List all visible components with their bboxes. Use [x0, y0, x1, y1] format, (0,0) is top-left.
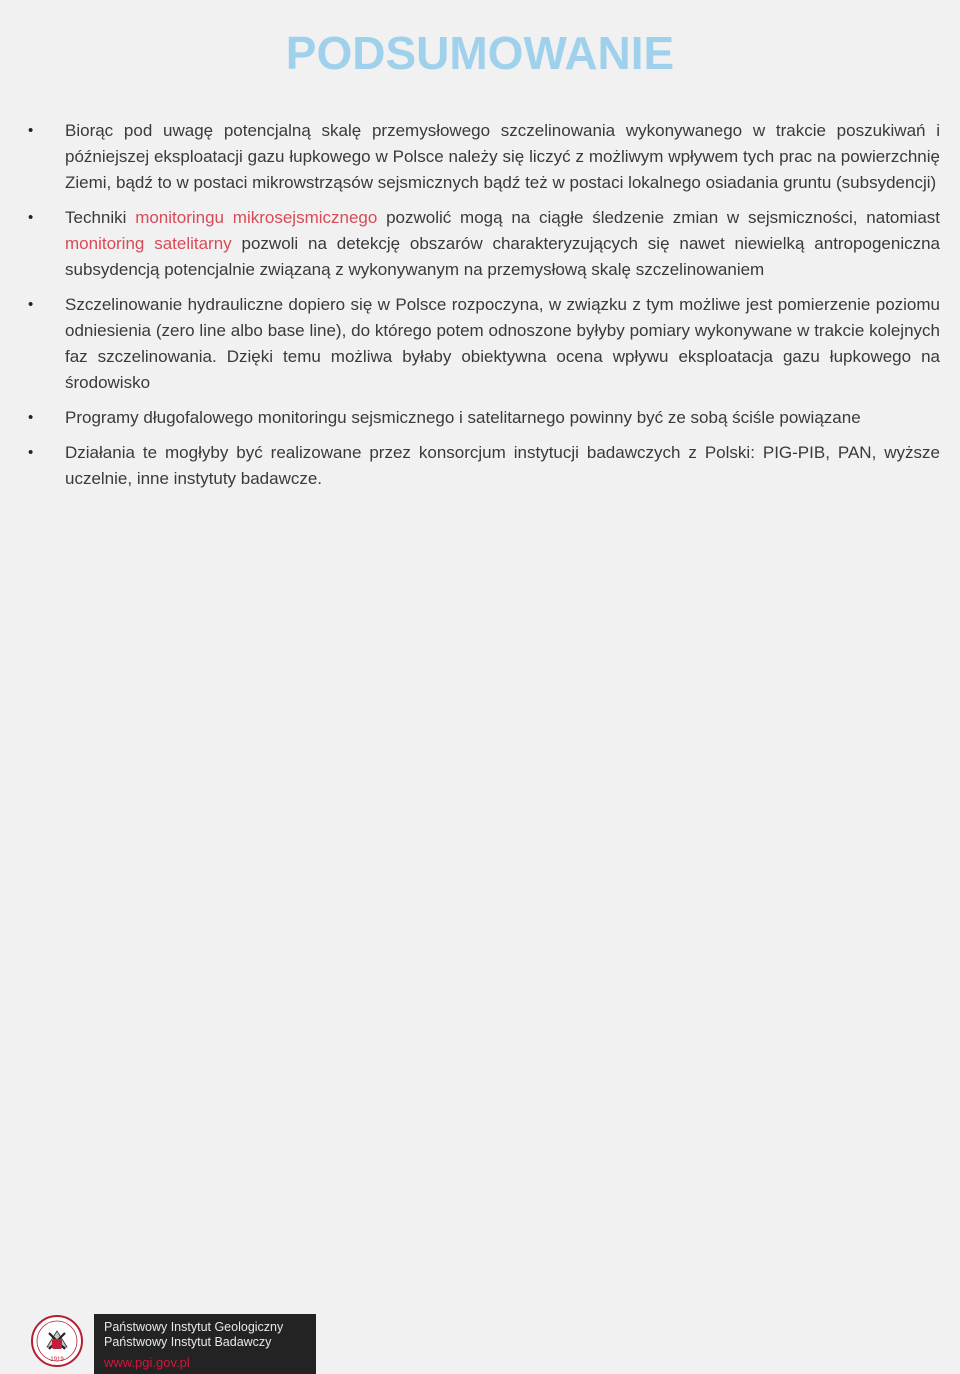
bullet-text-part: Działania te mogłyby być realizowane przez konsorcjum instytucji badawczych z Polski: PIG-PIB, PAN, wyższe uczelnie, inne instytuty badawcze. — [65, 443, 940, 488]
bullet-text-part: Szczelinowanie hydrauliczne dopiero się w Polsce rozpoczyna, w związku z tym możliwe jest pomierzenie poziomu odniesienia (zero line albo base line), do którego potem odnoszone byłyby pomiary wykonywane w trakcie kolejnych faz szczelinowania. Dzięki temu możliwa byłaby obiektywna ocena wpływu eksploatacja gazu łupkowego na środowisko — [65, 295, 940, 392]
bullet-text — [65, 205, 940, 283]
bullet-text-part: pozwoli na detekcję obszarów charakteryzujących się nawet niewielką antropogeniczna subsydencją potencjalnie związaną z wykonywanym na przemysłową skalę szczelinowaniem — [65, 234, 941, 279]
bullet-text-part: Biorąc pod uwagę potencjalną skalę przemysłowego szczelinowania wykonywanego w trakcie poszukiwań i późniejszej eksploatacji gazu łupkowego w Polsce należy się liczyć z możliwym wpływem tych prac na powierzchnię Ziemi, bądź to w postaci mikrowstrząsów sejsmicznych bądź też w postaci lokalnego osiadania gruntu (subsydencji) — [65, 121, 940, 192]
bullet-dot-icon: • — [28, 296, 34, 313]
bullet-text-part: Programy długofalowego monitoringu sejsmicznego i satelitarnego powinny być ze sobą ściśle powiązane — [65, 408, 861, 427]
pgi-emblem-icon — [30, 1314, 84, 1368]
highlighted-term: monitoring satelitarny — [65, 234, 232, 253]
bullet-text — [65, 440, 940, 492]
bullet-text — [65, 118, 940, 196]
bullet-item — [28, 118, 940, 196]
footer — [0, 654, 960, 1370]
highlighted-term: monitoringu mikrosejsmicznego — [135, 208, 378, 227]
bullet-dot-icon: • — [28, 122, 34, 139]
institute-subtitle: Państwowy Instytut Badawczy — [104, 1335, 272, 1349]
website-link[interactable]: www.pgi.gov.pl — [104, 1355, 190, 1370]
institute-name: Państwowy Instytut Geologiczny — [104, 1320, 284, 1334]
bullet-item — [28, 292, 940, 396]
bullet-item — [28, 205, 940, 283]
slide-title: PODSUMOWANIE — [285, 27, 675, 79]
bullet-dot-icon: • — [28, 209, 34, 226]
logo-year: 1919 — [50, 1357, 64, 1363]
bullet-text-part: pozwolić mogą na ciągłe śledzenie zmian w sejsmiczności, natomiast — [377, 208, 940, 227]
bullet-dot-icon: • — [28, 444, 34, 461]
bullet-text-part: Techniki — [65, 208, 136, 227]
bullet-text — [65, 292, 940, 396]
bullet-item — [28, 440, 940, 492]
bullet-text — [65, 405, 940, 431]
bullet-item — [28, 405, 940, 431]
bullet-dot-icon: • — [28, 409, 34, 426]
bullet-list — [28, 118, 940, 501]
